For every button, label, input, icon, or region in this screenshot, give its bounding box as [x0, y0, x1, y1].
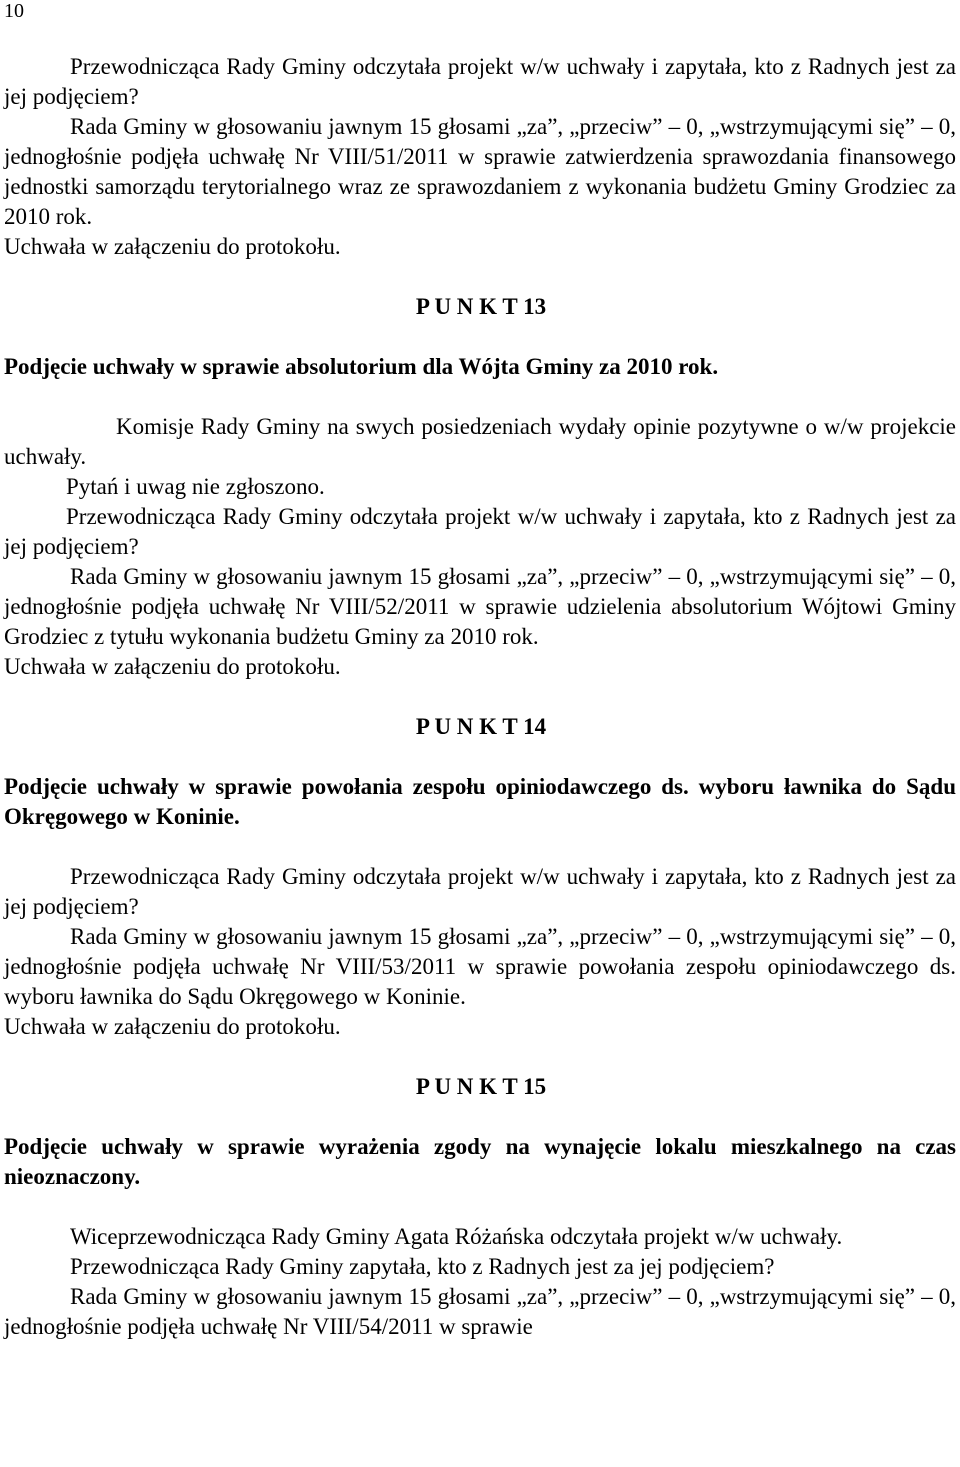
spacer — [4, 1102, 956, 1132]
spacer — [4, 1192, 956, 1222]
document-body — [4, 52, 956, 1342]
paragraph: Uchwała w załączeniu do protokołu. — [4, 654, 341, 679]
spacer — [4, 1042, 956, 1072]
section-title-punkt-13: P U N K T 13 — [415, 294, 547, 319]
page-number: 10 — [4, 0, 24, 22]
paragraph: Uchwała w załączeniu do protokołu. — [4, 234, 341, 259]
paragraph: Przewodnicząca Rady Gminy odczytała projekt w/w uchwały i zapytała, kto z Radnych jest za jej podjęciem? — [4, 504, 956, 559]
paragraph: Rada Gminy w głosowaniu jawnym 15 głosami „za”, „przeciw” – 0, „wstrzymującymi się” – 0, jednogłośnie podjęła uchwałę Nr VIII/52/2011 w sprawie udzielenia absolutorium Wójtowi Gminy Grodziec z tytułu wykonania budżetu Gminy za 2010 rok. — [4, 564, 956, 649]
section-title-punkt-14: P U N K T 14 — [415, 714, 547, 739]
spacer — [4, 682, 956, 712]
section-title-punkt-15: P U N K T 15 — [415, 1074, 547, 1099]
spacer — [4, 832, 956, 862]
paragraph: Pytań i uwag nie zgłoszono. — [66, 474, 325, 499]
spacer — [4, 382, 956, 412]
spacer — [4, 262, 956, 292]
section-heading-punkt-14: Podjęcie uchwały w sprawie powołania zespołu opiniodawczego ds. wyboru ławnika do Sądu Okręgowego w Koninie. — [4, 774, 956, 829]
paragraph: Komisje Rady Gminy na swych posiedzeniach wydały opinie pozytywne o w/w projekcie uchwały. — [4, 414, 956, 469]
paragraph: Przewodnicząca Rady Gminy odczytała projekt w/w uchwały i zapytała, kto z Radnych jest za jej podjęciem? — [4, 864, 956, 919]
paragraph: Rada Gminy w głosowaniu jawnym 15 głosami „za”, „przeciw” – 0, „wstrzymującymi się” – 0, jednogłośnie podjęła uchwałę Nr VIII/51/2011 w sprawie zatwierdzenia sprawozdania finansowego jednostki samorządu terytorialnego wraz ze sprawozdaniem z wykonania budżetu Gminy Grodziec za 2010 rok. — [4, 114, 956, 229]
spacer — [4, 742, 956, 772]
paragraph: Rada Gminy w głosowaniu jawnym 15 głosami „za”, „przeciw” – 0, „wstrzymującymi się” – 0, jednogłośnie podjęła uchwałę Nr VIII/54/2011 w sprawie — [4, 1284, 956, 1339]
section-heading-punkt-13: Podjęcie uchwały w sprawie absolutorium dla Wójta Gminy za 2010 rok. — [4, 354, 719, 379]
paragraph: Wiceprzewodnicząca Rady Gminy Agata Różańska odczytała projekt w/w uchwały. — [70, 1224, 843, 1249]
paragraph: Uchwała w załączeniu do protokołu. — [4, 1014, 341, 1039]
paragraph: Przewodnicząca Rady Gminy zapytała, kto z Radnych jest za jej podjęciem? — [70, 1254, 775, 1279]
paragraph: Rada Gminy w głosowaniu jawnym 15 głosami „za”, „przeciw” – 0, „wstrzymującymi się” – 0, jednogłośnie podjęła uchwałę Nr VIII/53/2011 w sprawie powołania zespołu opiniodawczego ds. wyboru ławnika do Sądu Okręgowego w Koninie. — [4, 924, 956, 1009]
section-heading-punkt-15: Podjęcie uchwały w sprawie wyrażenia zgody na wynajęcie lokalu mieszkalnego na czas nieoznaczony. — [4, 1134, 956, 1189]
paragraph: Przewodnicząca Rady Gminy odczytała projekt w/w uchwały i zapytała, kto z Radnych jest za jej podjęciem? — [4, 54, 956, 109]
spacer — [4, 322, 956, 352]
